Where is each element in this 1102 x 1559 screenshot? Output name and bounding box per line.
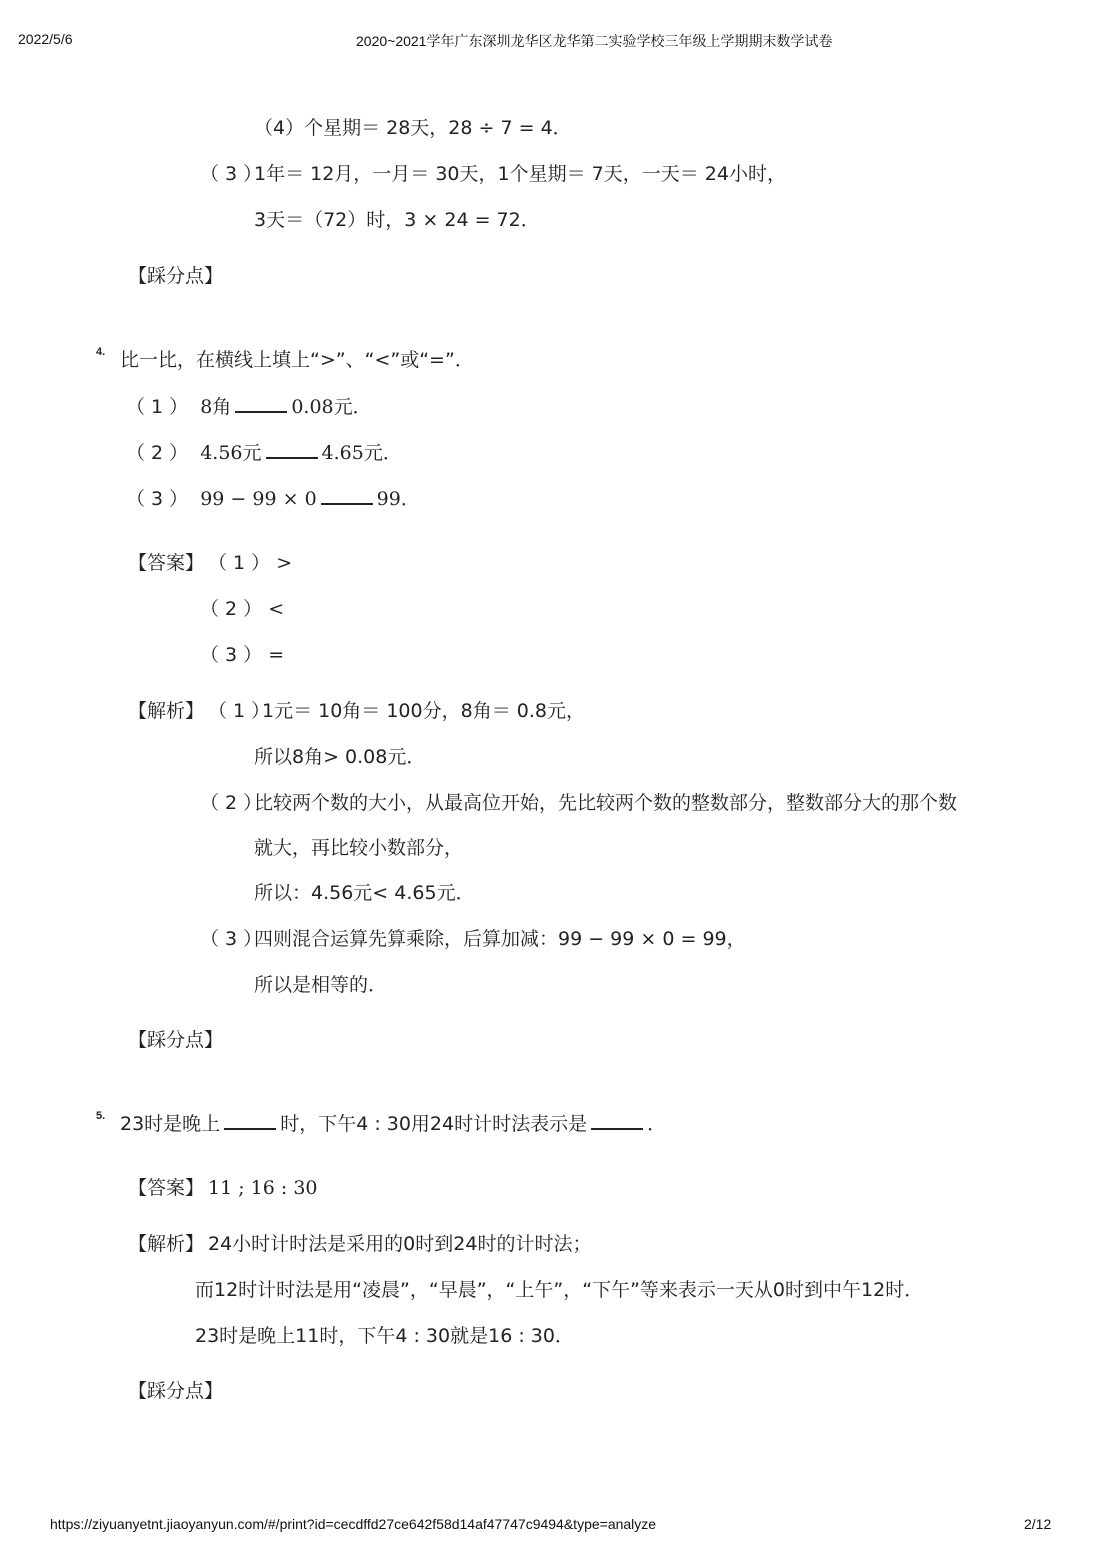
score-points-heading: 【踩分点】 [128,1380,224,1402]
compare-left: 99 − 99 × 0 [200,488,317,510]
answer-blank[interactable] [591,1112,643,1130]
analysis-line: 1元＝ 10角＝ 100分，8角＝ 0.8元， [262,700,585,722]
print-date: 2022/5/6 [18,31,73,47]
compare-right: 0.08元． [291,396,372,418]
analysis-label: （ 2 ） [200,792,263,814]
document-title: 2020~2021学年广东深圳龙华区龙华第二实验学校三年级上学期期末数学试卷 [356,33,833,49]
question-stem [120,1112,666,1136]
question-stem: 比一比，在横线上填上“>”、“<”或“=”． [120,349,474,371]
analysis-label: （ 1 ） [208,700,271,722]
page-number: 2/12 [1024,1516,1052,1532]
prev-item-line: 1年＝ 12月，一月＝ 30天，1个星期＝ 7天，一天＝ 24小时， [254,163,786,185]
question-number: 4. [96,346,106,358]
answer-line [200,597,284,621]
sub-question [126,395,372,419]
answer-blank[interactable] [235,395,287,413]
analysis-line: 24小时计时法是采用的0时到24时的计时法； [208,1233,592,1255]
compare-left: 4.56元 [200,442,262,464]
sub-question-label: （ 3 ） [126,488,189,510]
answer-label: （ 2 ） [200,598,263,620]
answer-line [200,643,284,667]
answer-value: = [268,644,285,666]
score-points-heading: 【踩分点】 [128,1029,224,1051]
page-url: https://ziyuanyetnt.jiaoyanyun.com/#/print?id=cecdffd27ce642f58d14af47747c9494&type=analyze [50,1516,657,1532]
sub-question [126,487,420,511]
analysis-line: 四则混合运算先算乘除，后算加减：99 − 99 × 0 = 99， [254,928,746,950]
stem-text: 23时是晚上 [120,1113,221,1135]
analysis-line: 所以是相等的． [254,974,388,996]
analysis-label: （ 3 ） [200,928,263,950]
stem-text: 时，下午4 : 30用24时计时法表示是 [280,1113,588,1135]
analysis-line: 23时是晚上11时，下午4 : 30就是16 : 30． [195,1325,574,1347]
analysis-line: 就大，再比较小数部分， [254,837,464,859]
compare-right: 4.65元． [321,442,402,464]
compare-left: 8角 [200,396,232,418]
answer-value: > [276,552,293,574]
answer-label: （ 1 ） [208,552,271,574]
analysis-heading: 【解析】 [128,1233,205,1255]
prev-line: （4）个星期＝ 28天，28 ÷ 7 = 4． [254,117,572,139]
answer-heading: 【答案】 [128,552,205,574]
sub-question [126,441,402,465]
sub-question-label: （ 1 ） [126,396,189,418]
analysis-line: 比较两个数的大小，从最高位开始，先比较两个数的整数部分，整数部分大的那个数 [254,792,958,814]
sub-question-label: （ 2 ） [126,442,189,464]
answer-line [208,551,292,575]
analysis-line: 所以8角> 0.08元． [254,746,426,768]
score-points-heading: 【踩分点】 [128,265,224,287]
analysis-line: 所以：4.56元< 4.65元． [254,882,475,904]
compare-right: 99． [376,488,420,510]
answer-heading: 【答案】 [128,1177,205,1199]
answer-value: < [268,598,285,620]
answer-blank[interactable] [321,487,373,505]
answer-value: 11 ; 16 : 30 [208,1177,318,1199]
stem-text: ． [647,1113,667,1135]
analysis-line: 而12时计时法是用“凌晨”，“早晨”，“上午”，“下午”等来表示一天从0时到中午12时． [195,1279,924,1301]
analysis-heading: 【解析】 [128,700,205,722]
question-number: 5. [96,1110,106,1122]
answer-label: （ 3 ） [200,644,263,666]
answer-blank[interactable] [224,1112,276,1130]
answer-blank[interactable] [266,441,318,459]
prev-item-label: （ 3 ） [200,163,263,185]
prev-item-line: 3天＝（72）时，3 × 24 = 72． [254,209,540,231]
